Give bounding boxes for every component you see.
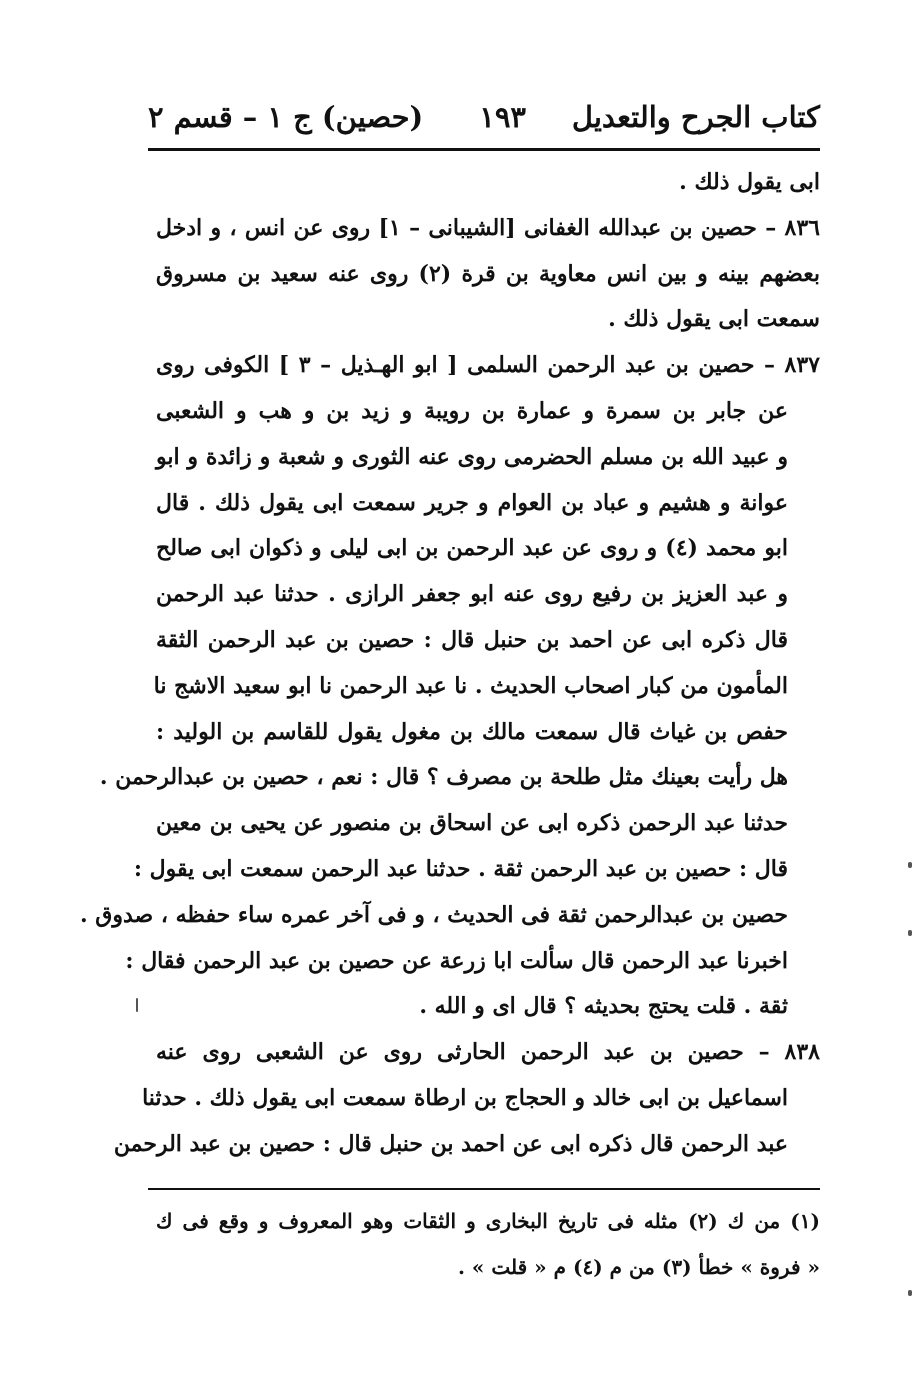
text-line: حفص بن غياث قال سمعت مالك بن مغول يقول للقاسم بن الوليد : bbox=[156, 718, 788, 745]
text-line: ابى يقول ذلك . bbox=[679, 169, 820, 195]
text-line: و عبد العزيز بن رفيع روى عنه ابو جعفر الرازى . حدثنا عبد الرحمن bbox=[156, 581, 788, 608]
scan-speck bbox=[908, 862, 912, 868]
section-label: (حصين) ج ١ – قسم ٢ bbox=[148, 100, 424, 134]
header-rule bbox=[148, 148, 820, 151]
text-line: قال : حصين بن عبد الرحمن ثقة . حدثنا عبد الرحمن سمعت ابى يقول : bbox=[133, 855, 788, 882]
text-line: عن جابر بن سمرة و عمارة بن رويبة و زيد بن و هب و الشعبى bbox=[156, 397, 788, 424]
footnotes bbox=[156, 1200, 820, 1292]
book-title: كتاب الجرح والتعديل bbox=[571, 100, 820, 134]
scan-speck bbox=[136, 998, 138, 1012]
text-line: عوانة و هشيم و عباد بن العوام و جرير سمعت ابى يقول ذلك . قال bbox=[156, 489, 788, 516]
text-line: قال ذكره ابى عن احمد بن حنبل قال : حصين بن عبد الرحمن الثقة bbox=[156, 626, 788, 653]
scan-speck bbox=[908, 1290, 912, 1296]
footnote-rule bbox=[148, 1188, 820, 1190]
entry-836-line: ٨٣٦ – حصين بن عبدالله الغفانى [الشيبانى – ١] روى عن انس ، و ادخل bbox=[156, 214, 820, 241]
text-line: ثقة . قلت يحتج بحديثه ؟ قال اى و الله . bbox=[419, 993, 788, 1020]
footnote-line: (١) من ك (٢) مثله فى تاريخ البخارى و الثقات وهو المعروف و وقع فى ك bbox=[156, 1209, 820, 1233]
running-header bbox=[148, 92, 820, 144]
text-line: بعضهم بينه و بين انس معاوية بن قرة (٢) روى عنه سعيد بن مسروق bbox=[156, 260, 820, 287]
text-line: حصين بن عبدالرحمن ثقة فى الحديث ، و فى آخر عمره ساء حفظه ، صدوق . bbox=[79, 901, 788, 928]
text-line: سمعت ابى يقول ذلك . bbox=[608, 306, 820, 333]
footnote-line: « فروة » خطأ (٣) من م (٤) م « قلت » . bbox=[457, 1254, 820, 1279]
text-line: عبد الرحمن قال ذكره ابى عن احمد بن حنبل قال : حصين بن عبد الرحمن bbox=[113, 1130, 788, 1157]
text-line: اسماعيل بن ابى خالد و الحجاج بن ارطاة سمعت ابى يقول ذلك . حدثنا bbox=[142, 1084, 788, 1111]
text-line: و عبيد الله بن مسلم الحضرمى روى عنه الثورى و شعبة و زائدة و ابو bbox=[156, 443, 788, 470]
entry-837-line: ٨٣٧ – حصين بن عبد الرحمن السلمى [ ابو الهـذيل – ٣ ] الكوفى روى bbox=[156, 352, 820, 379]
text-line: المأمون من كبار اصحاب الحديث . نا عبد الرحمن نا ابو سعيد الاشج نا bbox=[153, 672, 788, 699]
text-line: حدثنا عبد الرحمن ذكره ابى عن اسحاق بن منصور عن يحيى بن معين bbox=[156, 810, 788, 837]
text-line: ابو محمد (٤) و روى عن عبد الرحمن بن ابى ليلى و ذكوان ابى صالح bbox=[156, 535, 788, 562]
text-line: اخبرنا عبد الرحمن قال سألت ابا زرعة عن حصين بن عبد الرحمن فقال : bbox=[125, 947, 788, 974]
page-number: ١٩٣ bbox=[479, 100, 526, 134]
scan-speck bbox=[908, 930, 912, 936]
text-line: هل رأيت بعينك مثل طلحة بن مصرف ؟ قال : نعم ، حصين بن عبدالرحمن . bbox=[99, 764, 788, 791]
entry-838-line: ٨٣٨ – حصين بن عبد الرحمن الحارثى روى عن الشعبى روى عنه bbox=[156, 1039, 820, 1066]
main-text bbox=[79, 160, 820, 1168]
